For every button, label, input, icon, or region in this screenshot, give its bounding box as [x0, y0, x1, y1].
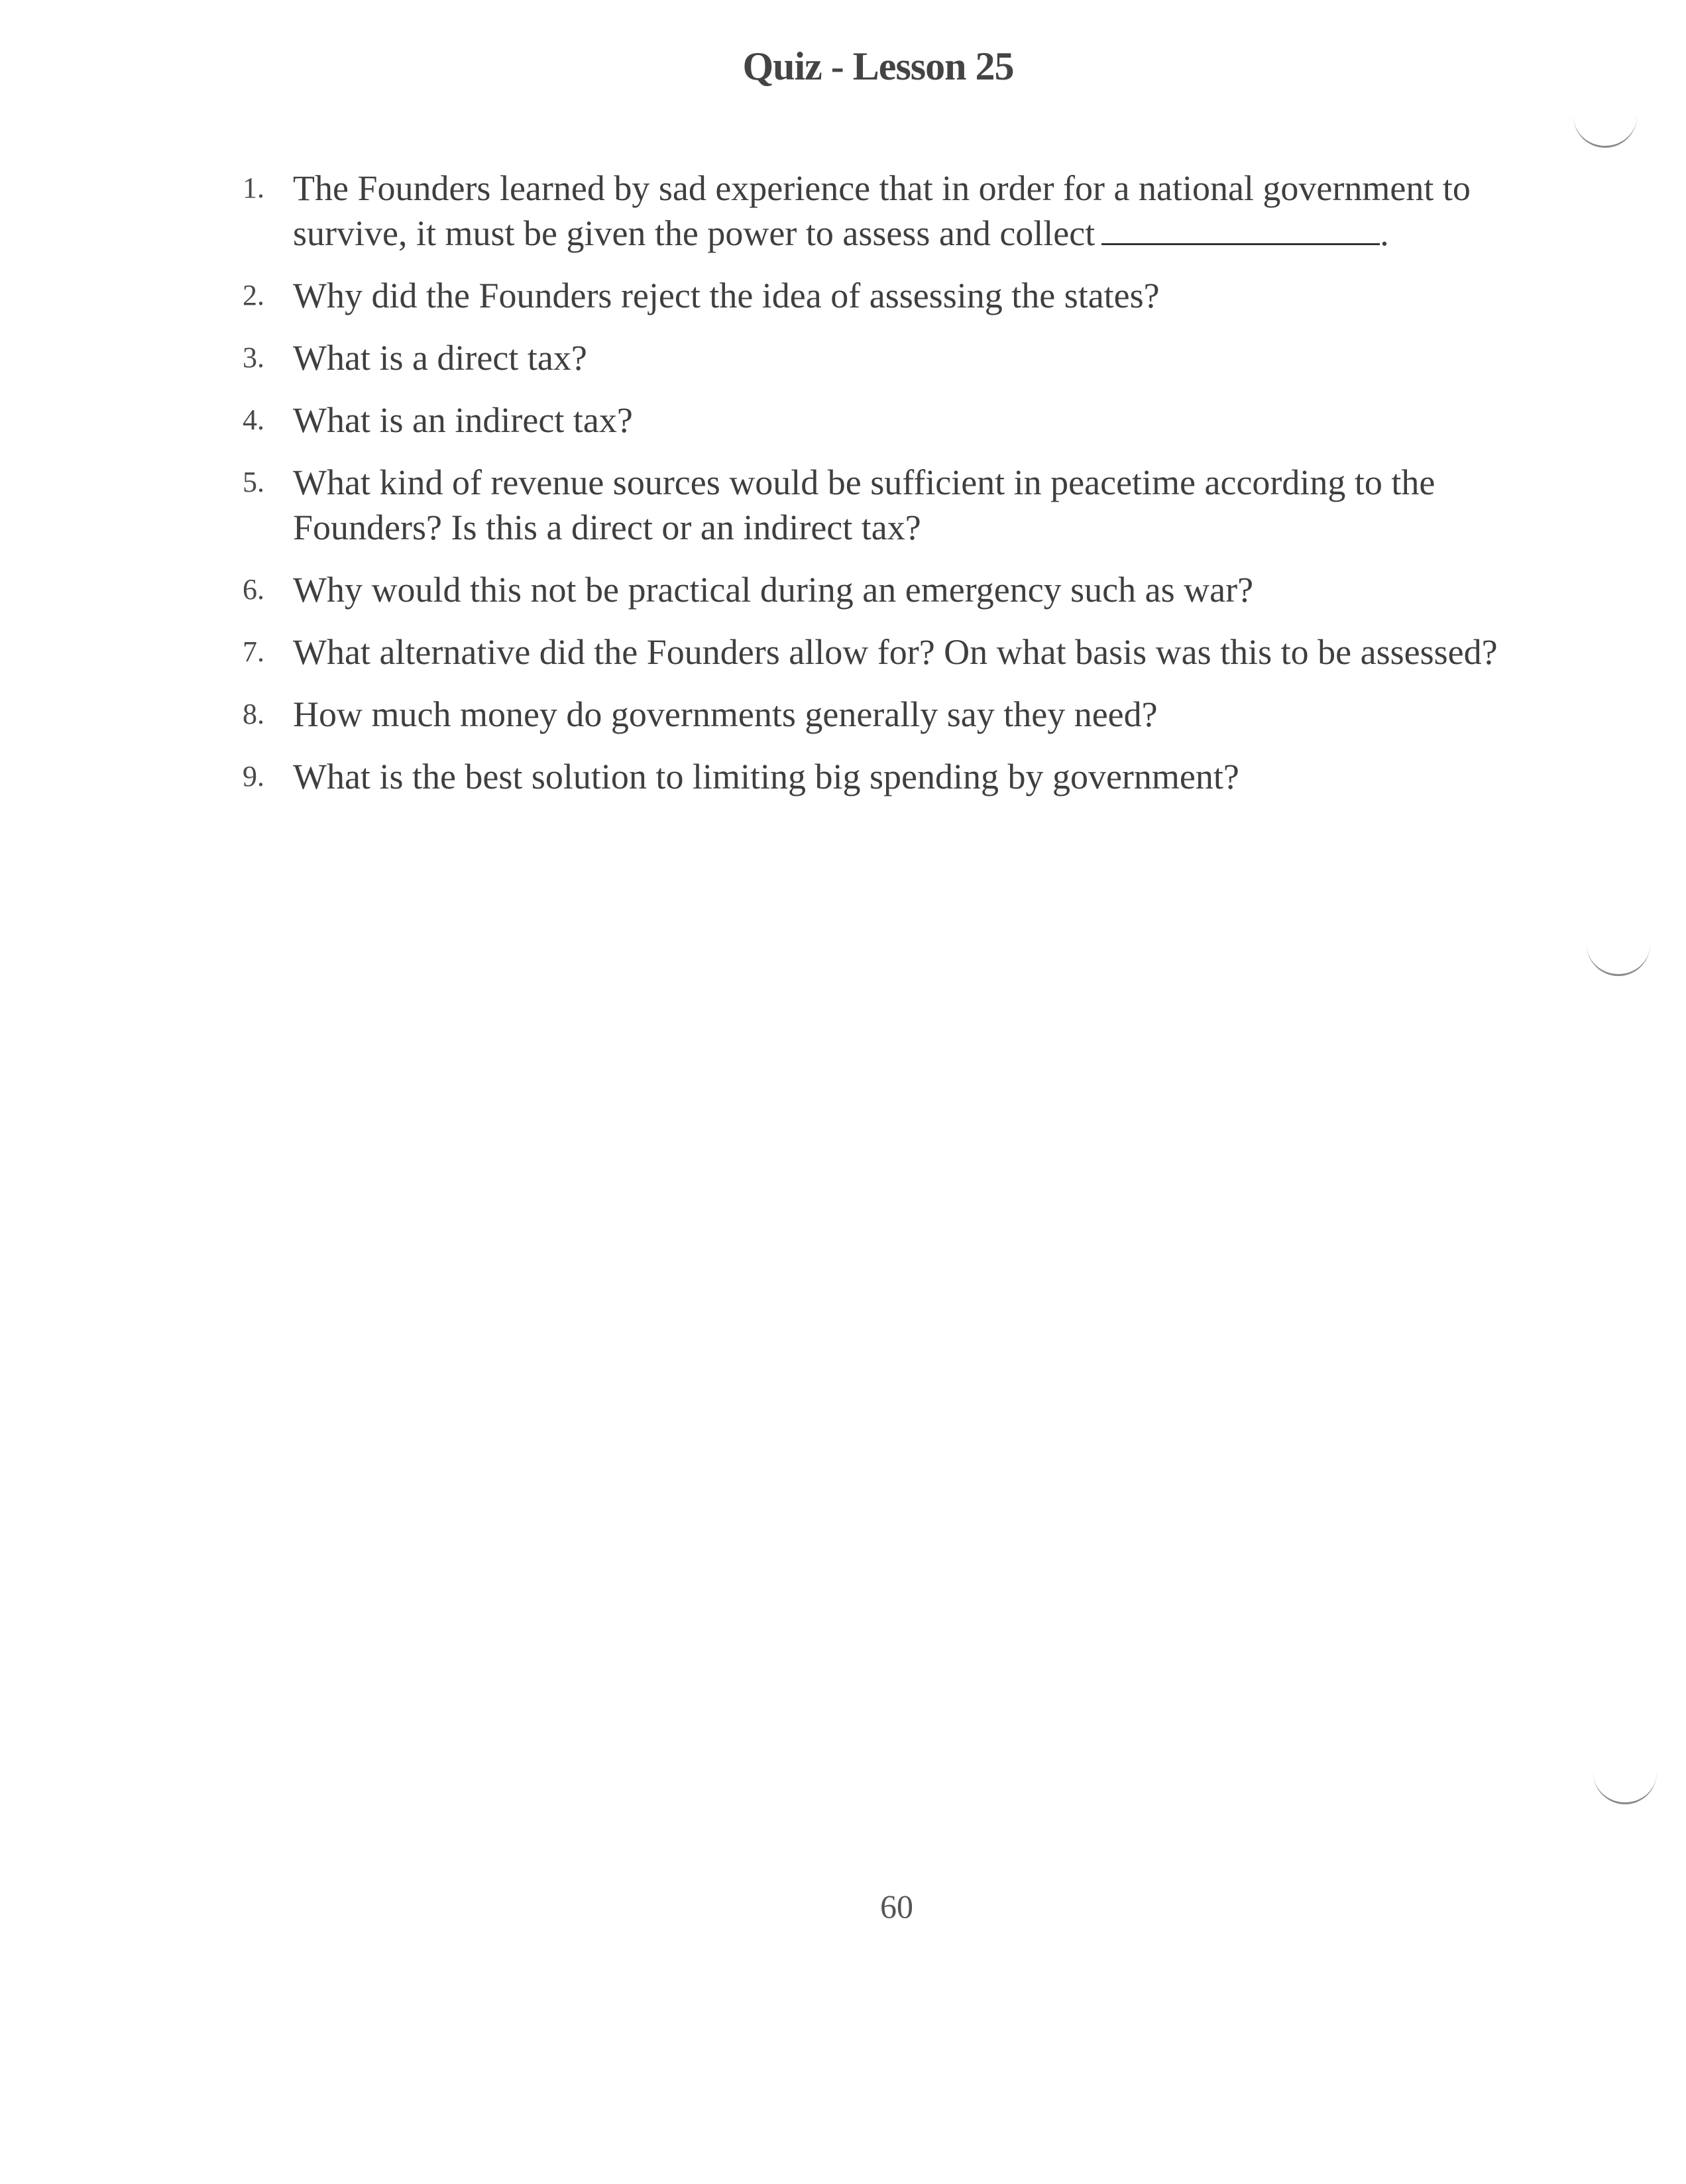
- question-number: 7.: [243, 635, 264, 668]
- question-text: The Founders learned by sad experience that in order for a national government to survive, it must be given the power to assess and collect: [293, 168, 1471, 253]
- question-text: What alternative did the Founders allow for? On what basis was this to be assessed?: [293, 632, 1498, 672]
- question-number: 2.: [243, 279, 264, 311]
- question-number: 8.: [243, 698, 264, 730]
- answer-blank: [1101, 214, 1380, 245]
- question-number: 6.: [243, 573, 264, 606]
- question-number: 9.: [243, 760, 264, 792]
- question-text: Why did the Founders reject the idea of assessing the states?: [293, 276, 1160, 315]
- question-text: How much money do governments generally say they need?: [293, 694, 1158, 734]
- punch-hole-mark: [1587, 928, 1650, 976]
- question-number: 5.: [243, 466, 264, 498]
- question-number: 4.: [243, 404, 264, 436]
- question-number: 1.: [243, 172, 264, 204]
- question-item: [239, 629, 1538, 675]
- question-text: Why would this not be practical during an emergency such as war?: [293, 570, 1254, 610]
- question-item: [239, 754, 1538, 799]
- punch-hole-mark: [1593, 1756, 1657, 1804]
- question-suffix: .: [1380, 213, 1389, 253]
- question-item: [239, 460, 1538, 550]
- page-number: 60: [880, 1888, 913, 1925]
- page-title: Quiz - Lesson 25: [742, 44, 1014, 88]
- question-number: 3.: [243, 341, 264, 374]
- question-text: What is an indirect tax?: [293, 400, 633, 440]
- question-list: [239, 166, 1538, 816]
- question-item: [239, 166, 1538, 256]
- punch-hole-mark: [1573, 99, 1637, 148]
- question-text: What kind of revenue sources would be sufficient in peacetime according to the Founders? Is this a direct or an indirect tax?: [293, 463, 1435, 547]
- question-text: What is the best solution to limiting big spending by government?: [293, 757, 1239, 796]
- question-item: [239, 398, 1538, 443]
- question-text: What is a direct tax?: [293, 338, 587, 378]
- question-item: [239, 273, 1538, 318]
- question-item: [239, 335, 1538, 380]
- question-item: [239, 692, 1538, 737]
- question-item: [239, 567, 1538, 612]
